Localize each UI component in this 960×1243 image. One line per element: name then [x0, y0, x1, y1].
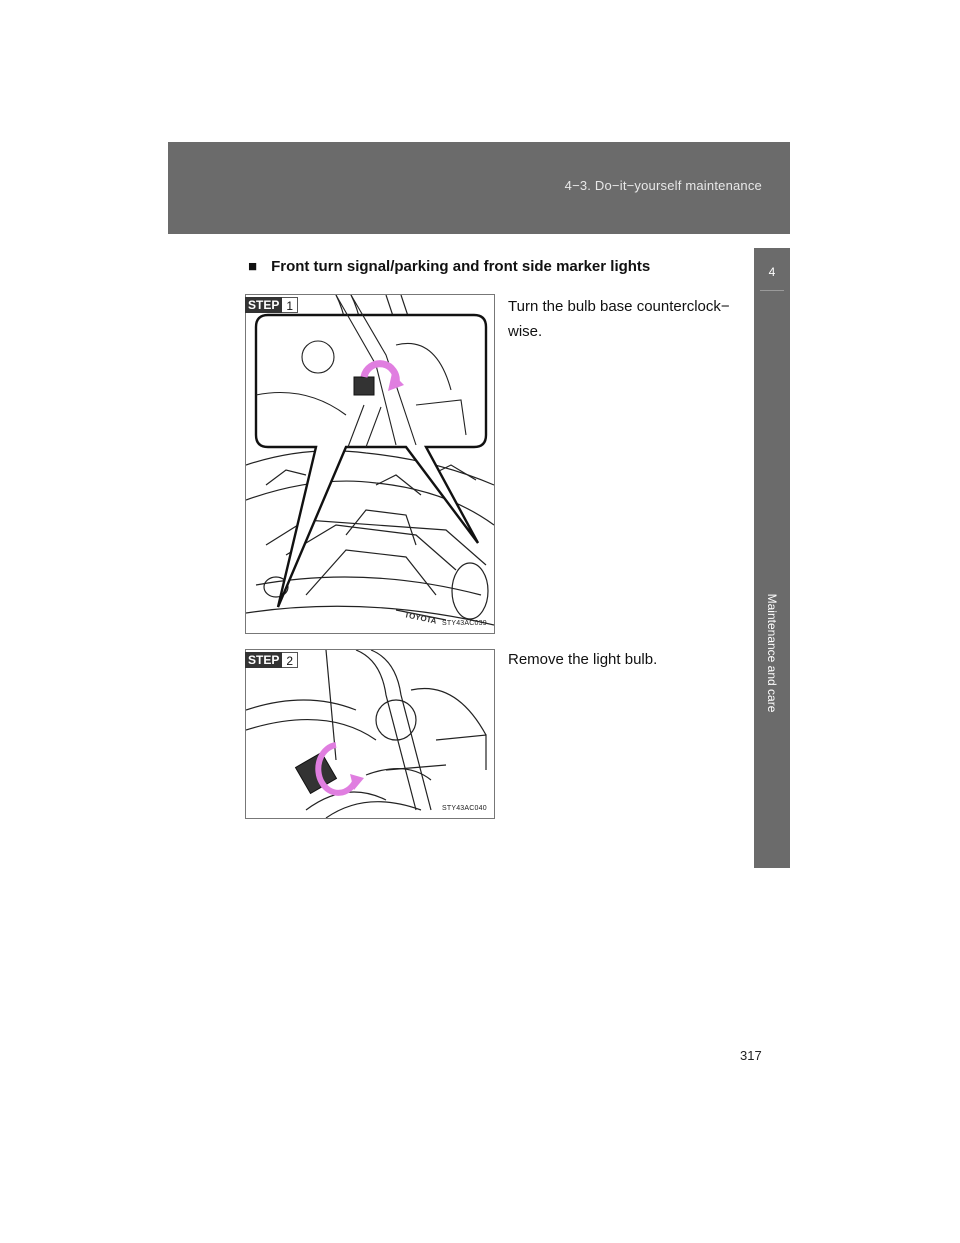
bulb-removal-drawing [246, 650, 494, 818]
step-2-instruction: Remove the light bulb. [508, 651, 658, 668]
step-1-badge [245, 297, 298, 313]
step-2-illustration [245, 649, 495, 819]
chapter-tab-divider [760, 290, 784, 291]
figure-id: STY43AC040 [442, 805, 487, 812]
page-number: 317 [740, 1048, 762, 1063]
step-word: STEP [245, 297, 282, 313]
step-2-badge [245, 652, 298, 668]
bullet-square-icon: ■ [248, 258, 258, 275]
figure-id: STY43AC039 [442, 620, 487, 627]
chapter-number: 4 [768, 265, 776, 279]
section-heading-text: Front turn signal/parking and front side marker lights [271, 258, 651, 275]
step-1-illustration [245, 294, 495, 634]
section-heading [248, 258, 650, 275]
brand-mark: TOYOTA [403, 610, 438, 626]
chapter-title: Maintenance and care [765, 593, 779, 713]
engine-bay-drawing [246, 295, 494, 633]
step-1-instruction: Turn the bulb base counterclock− wise. [508, 298, 730, 340]
header-band [168, 142, 790, 234]
step-word: STEP [245, 652, 282, 668]
step-number: 2 [282, 652, 298, 668]
chapter-tab [754, 248, 790, 868]
step-number: 1 [282, 297, 298, 313]
bulb-socket-icon [354, 377, 374, 395]
section-title: 4−3. Do−it−yourself maintenance [564, 178, 762, 193]
